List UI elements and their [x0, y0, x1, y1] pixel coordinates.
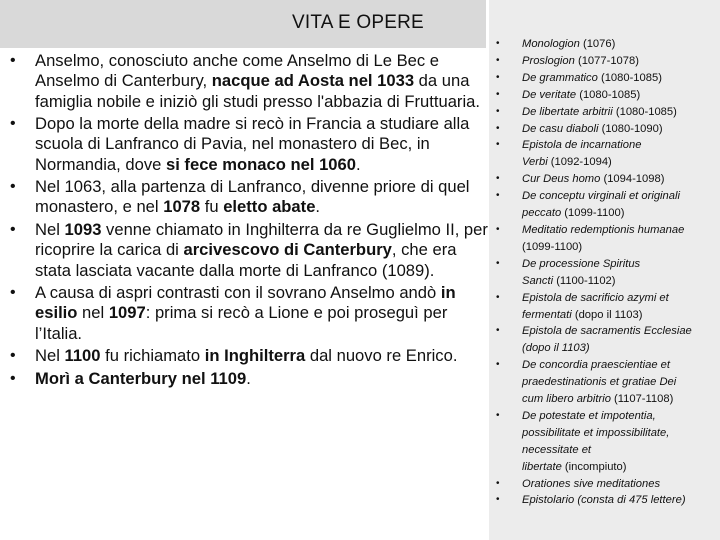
work-item: • Meditatio redemptionis humanae (1099-1100): [496, 223, 685, 253]
work-item: • Proslogion (1077-1078): [496, 54, 639, 67]
life-item-exile: • A causa di aspri contrasti con il sovrano Anselmo andò in esilio nel 1097: prima si recò a Lione e poi proseguì per l’Italia.: [10, 283, 456, 343]
work-item: • De concordia praescientiae et praedestinationis et gratiae Dei cum libero arbitrio (1107-1108): [496, 359, 677, 406]
slide-title: VITA E OPERE: [292, 12, 424, 33]
bullet-glyph: •: [10, 178, 16, 196]
life-item-monk: • Dopo la morte della madre si recò in Francia a studiare alla scuola di Lanfranco di Pavia, nel monastero di Bec, in Normandia, dove si fece monaco nel 1060.: [10, 114, 470, 174]
work-item: • Epistola de incarnatione Verbi (1092-1094): [496, 139, 642, 169]
life-item-abbot: • Nel 1063, alla partenza di Lanfranco, divenne priore di quel monastero, e nel 1078 fu eletto abate.: [10, 177, 470, 217]
work-item: • De potestate et impotentia, possibilitate et impossibilitate, necessitate et libertate (incompiuto): [496, 409, 670, 473]
life-item-recall: • Nel 1100 fu richiamato in Inghilterra dal nuovo re Enrico.: [10, 346, 458, 366]
work-item: • Epistola de sacrificio azymi et fermentati (dopo il 1103): [496, 291, 669, 321]
bullet-glyph: •: [10, 347, 16, 365]
work-item: • Epistola de sacramentis Ecclesiae (dopo il 1103): [496, 325, 692, 355]
work-item: • De conceptu virginali et originali peccato (1099-1100): [496, 190, 680, 220]
work-item: • De libertate arbitrii (1080-1085): [496, 105, 677, 118]
bullet-glyph: •: [10, 52, 16, 69]
life-item-birth: • Anselmo, conosciuto anche come Anselmo di Le Bec e Anselmo di Canterbury, nacque ad Aosta nel 1033 da una famiglia nobile e iniziò gli studi presso l'abbazia di Fruttuaria.: [10, 51, 480, 111]
work-item: • De casu diaboli (1080-1090): [496, 122, 663, 135]
bullet-glyph: •: [10, 284, 16, 302]
work-item: • De veritate (1080-1085): [496, 88, 641, 101]
bullet-glyph: •: [10, 369, 16, 387]
life-bullet-list: [8, 51, 488, 391]
works-bullet-list: [496, 36, 716, 509]
work-item: • Epistolario (consta di 475 lettere): [496, 494, 686, 507]
life-item-archbishop: • Nel 1093 venne chiamato in Inghilterra da re Guglielmo II, per ricoprire la carica di arcivescovo di Canterbury, che era stata lasciata vacante dalla morte di Lanfranco (1089).: [10, 219, 488, 280]
work-item: • De processione Spiritus Sancti (1100-1102): [496, 257, 641, 287]
bullet-glyph: •: [10, 220, 16, 238]
life-item-death: • Morì a Canterbury nel 1109.: [10, 368, 251, 388]
bullet-glyph: •: [10, 115, 16, 133]
work-item: • Orationes sive meditationes: [496, 477, 661, 490]
work-item: • Cur Deus homo (1094-1098): [496, 173, 665, 186]
work-item: • Monologion (1076): [496, 38, 616, 50]
work-item: • De grammatico (1080-1085): [496, 71, 662, 84]
